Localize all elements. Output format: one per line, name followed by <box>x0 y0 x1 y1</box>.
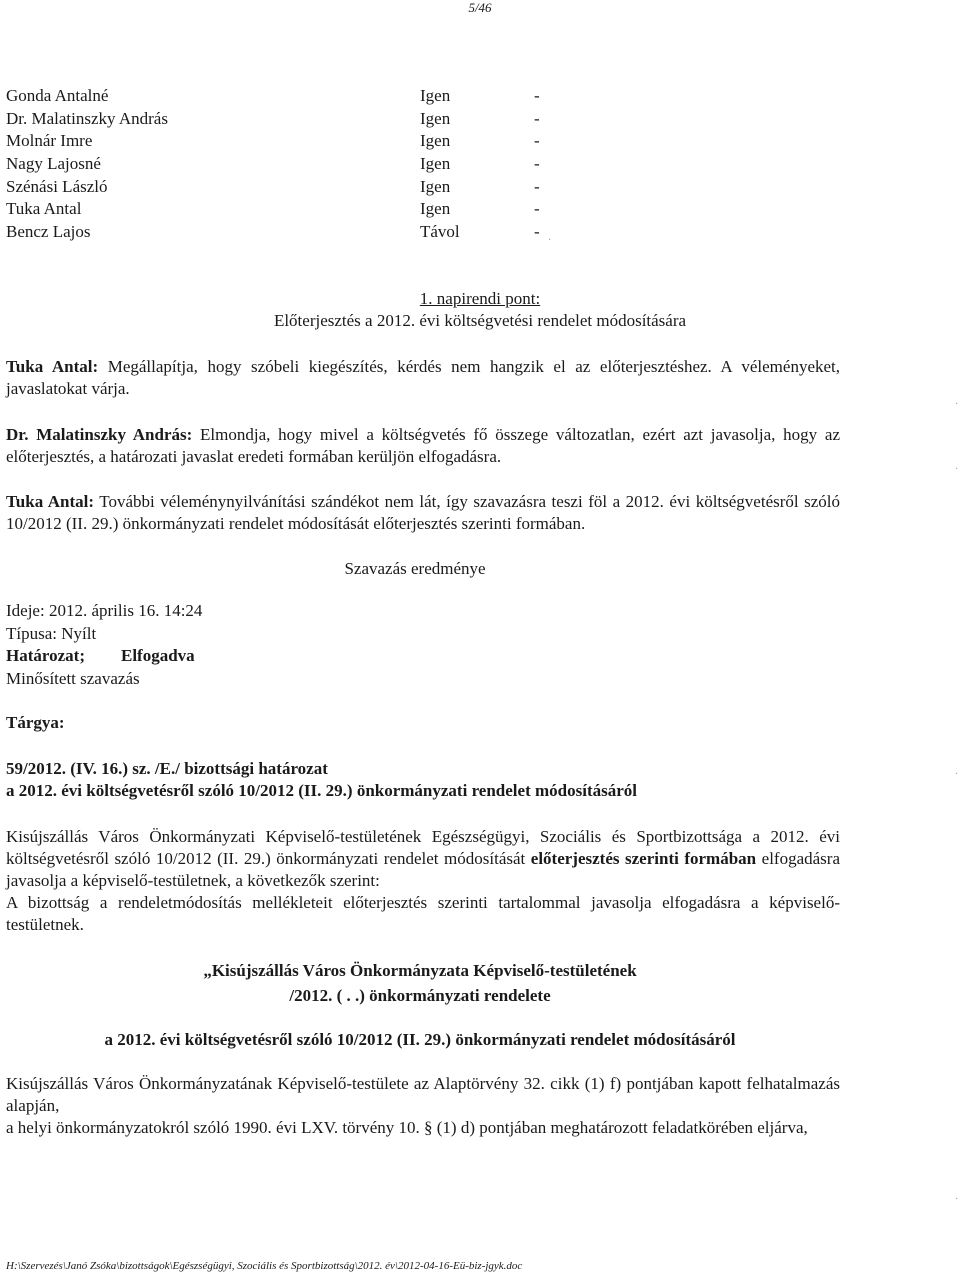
decision-value: Elfogadva <box>121 646 195 665</box>
paragraph-tuka-2 <box>6 491 840 535</box>
voter-name: Gonda Antalné <box>6 86 109 105</box>
voter-abstain: - <box>534 154 540 174</box>
voter-name: Szénási László <box>6 176 108 196</box>
scan-speck: · <box>955 464 959 475</box>
scan-speck: · <box>955 769 959 780</box>
voter-name: Dr. Malatinszky András <box>6 108 168 128</box>
voter-abstain: - <box>534 176 540 196</box>
voter-vote: Igen <box>420 131 451 151</box>
vote-type: Típusa: Nyílt <box>6 623 97 643</box>
speaker-name: Dr. Malatinszky András: <box>6 425 193 444</box>
resolution-heading <box>6 758 840 802</box>
page-number: 5/46 <box>468 0 492 15</box>
vote-time: Ideje: 2012. április 16. 14:24 <box>6 601 203 620</box>
voter-row <box>6 85 566 108</box>
scan-speck: · <box>548 235 552 246</box>
agenda-point-label: 1. napirendi pont: <box>419 289 541 308</box>
voter-row <box>6 221 566 244</box>
decree-title-line: /2012. ( . .) önkormányzati rendelete <box>289 986 551 1005</box>
vote-result-meta <box>6 600 202 690</box>
subject-label: Tárgya: <box>6 713 65 732</box>
speaker-text: További véleménynyilvánítási szándékot nem lát, így szavazásra teszi föl a 2012. évi költségvetésről szóló 10/2012 (II. 29.) önkormányzati rendelet módosítását előterjesztés szerinti formában. <box>6 492 841 533</box>
footer-file-path: H:\Szervezés\Janó Zsóka\bizottságok\Egészségügyi, Szociális és Sportbizottság\2012. év\2012-04-16-Eü-biz-jgyk.doc <box>6 1260 523 1272</box>
voter-vote: Igen <box>420 86 451 105</box>
final-text: a helyi önkormányzatokról szóló 1990. évi LXV. törvény 10. § (1) d) pontjában meghatározott feladatkörében eljárva, <box>6 1118 808 1137</box>
voter-row <box>6 108 566 131</box>
voter-vote: Igen <box>420 176 451 196</box>
resolution-text: Kisújszállás Város Önkormányzati Képviselő-testületének Egészségügyi, Szociális és Sportbizottsága a 2012. évi költségvetésről szóló 10/2012 (II. 29.) önkormányzati rendelet módosítását <box>6 827 840 868</box>
resolution-title: a 2012. évi költségvetésről szóló 10/2012 (II. 29.) önkormányzati rendelet módosításáról <box>6 781 637 800</box>
voter-row <box>6 130 566 153</box>
scan-speck: · <box>955 1194 959 1205</box>
vote-decision <box>6 645 202 668</box>
voter-abstain: - <box>534 86 540 105</box>
voter-abstain: - <box>534 131 540 151</box>
final-body <box>6 1073 840 1139</box>
paragraph-malatinszky <box>6 424 840 468</box>
resolution-text-bold: előterjesztés szerinti formában <box>530 849 757 868</box>
decree-title-line: a 2012. évi költségvetésről szóló 10/2012 (II. 29.) önkormányzati rendelet módosításáról <box>104 1030 736 1049</box>
voter-row <box>6 153 566 176</box>
decree-title-line: „Kisújszállás Város Önkormányzata Képviselő-testületének <box>203 961 637 980</box>
resolution-number: 59/2012. (IV. 16.) sz. /E./ bizottsági határozat <box>6 759 328 778</box>
voter-vote: Igen <box>420 108 451 128</box>
vote-qualified: Minősített szavazás <box>6 668 140 688</box>
resolution-text: A bizottság a rendeletmódosítás mellékleteit előterjesztés szerinti tartalommal javasolja elfogadásra a képviselő-testületnek. <box>6 893 840 934</box>
resolution-body <box>6 826 840 936</box>
voter-name: Bencz Lajos <box>6 222 91 242</box>
voter-abstain: - <box>534 222 540 242</box>
voter-name: Molnár Imre <box>6 131 93 151</box>
agenda-subject: Előterjesztés a 2012. évi költségvetési rendelet módosítására <box>273 311 687 330</box>
voter-abstain: - <box>534 108 540 128</box>
speaker-text: Elmondja, hogy mivel a költségvetés fő összege változatlan, ezért azt javasolja, hogy az előterjesztés, a határozati javaslat eredeti formában kerüljön elfogadásra. <box>6 425 840 466</box>
resolution-text: elfogadásra javasolja a képviselő-testületnek, a következők szerint: <box>6 849 841 890</box>
voter-name: Tuka Antal <box>6 199 82 219</box>
vote-result-title: Szavazás eredménye <box>344 559 486 578</box>
voter-row <box>6 198 566 221</box>
voter-vote: Igen <box>420 199 451 219</box>
decision-label: Határozat; <box>6 646 85 665</box>
speaker-text: Megállapítja, hogy szóbeli kiegészítés, kérdés nem hangzik el az előterjesztéshez. A véleményeket, javaslatokat várja. <box>6 357 841 398</box>
voter-vote: Igen <box>420 154 451 174</box>
paragraph-tuka-1 <box>6 356 840 400</box>
scan-speck: · <box>955 399 959 410</box>
voter-vote: Távol <box>420 222 460 242</box>
speaker-name: Tuka Antal: <box>6 492 95 511</box>
voter-row <box>6 176 566 199</box>
voter-list <box>6 85 566 244</box>
voter-name: Nagy Lajosné <box>6 154 101 174</box>
final-text: Kisújszállás Város Önkormányzatának Képviselő-testülete az Alaptörvény 32. cikk (1) f) pontjában kapott felhatalmazás alapján, <box>6 1074 840 1115</box>
agenda-heading <box>0 288 960 332</box>
voter-abstain: - <box>534 199 540 219</box>
speaker-name: Tuka Antal: <box>6 357 99 376</box>
